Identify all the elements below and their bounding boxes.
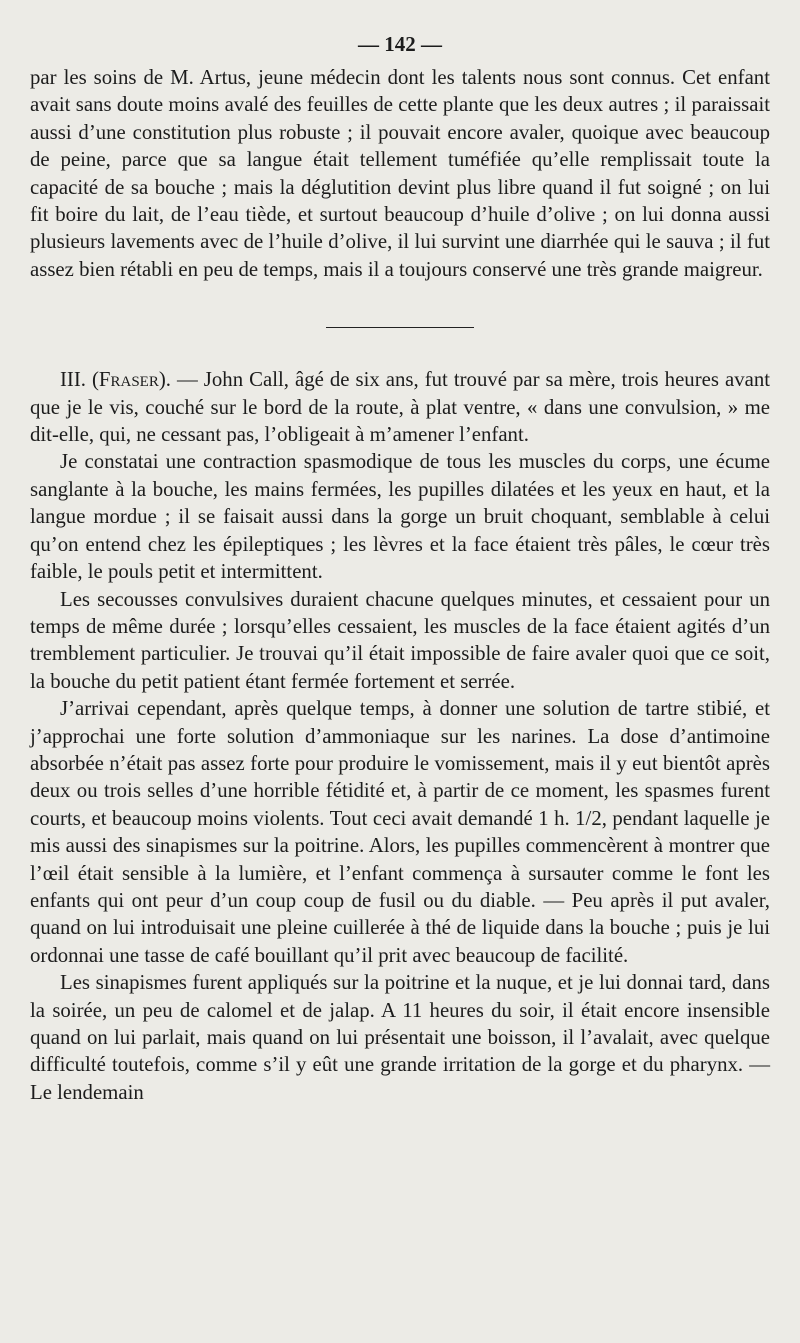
paragraph-convulsions: Les secousses convulsives duraient chacune quelques minutes, et cessaient pour un temps de même durée ; lorsqu’elles cessaient, les muscles de la face étaient agités d’un tremblement particulier. Je trouvai qu’il était impossible de faire avaler quoi que ce soit, la bouche du petit patient étant fermée fortement et serrée. xyxy=(30,587,770,693)
paragraph-case-intro xyxy=(30,366,770,448)
page-number: — 142 — xyxy=(358,32,442,56)
paragraph-continuation: par les soins de M. Artus, jeune médecin dont les talents nous sont connus. Cet enfant avait sans doute moins avalé des feuilles de cette plante que les deux autres ; il paraissait aussi d’une constitution plus robuste ; il pouvait encore avaler, quoique avec beaucoup de peine, parce que sa langue était tellement tuméfiée qu’elle remplissait toute la capacité de sa bouche ; mais la déglutition devint plus libre quand il fut soigné ; on lui fit boire du lait, de l’eau tiède, et surtout beaucoup d’huile d’olive ; on lui donna aussi plusieurs lavements avec de l’huile d’olive, il lui survint une diarrhée qui le sauva ; il fut assez bien rétabli en peu de temps, mais il a toujours conservé une très grande maigreur. xyxy=(30,66,770,281)
paragraph-treatment: J’arrivai cependant, après quelque temps, à donner une solution de tartre stibié, et j’approchai une forte solution d’ammoniaque sur les narines. La dose d’antimoine absorbée n’était pas assez forte pour produire le vomissement, mais il y eut bientôt après deux ou trois selles d’une horrible fétidité et, à partir de ce moment, les spasmes furent courts, et beaucoup moins violents. Tout ceci avait demandé 1 h. 1/2, pendant laquelle je mis aussi des sinapismes sur la poitrine. Alors, les pupilles commencèrent à montrer que l’œil était sensible à la lumière, et l’enfant commença à sursauter comme le font les enfants qui ont peur d’un coup coup de fusil ou du diable. — Peu après il put avaler, quand on lui introduisait une pleine cuillerée à thé de liquide dans la bouche ; puis je lui ordonnai une tasse de café bouillant qu’il prit avec beaucoup de facilité. xyxy=(30,697,770,967)
case-intro-text: — John Call, âgé de six ans, fut trouvé par sa mère, trois heures avant que je le vis, couché sur le bord de la route, à plat ventre, « dans une convulsion, » me dit-elle, qui, ne cessant pas, l’obligeait à m’amener l’enfant. xyxy=(30,368,771,447)
paragraph-evening: Les sinapismes furent appliqués sur la poitrine et la nuque, et je lui donnai tard, dans la soirée, un peu de calomel et de jalap. A 11 heures du soir, il était encore insensible quand on lui parlait, mais quand on lui présentait une boisson, il l’avalait, avec quelque difficulté toutefois, comme s’il y eût une grande irritation de la gorge et du pharynx. — Le lendemain xyxy=(30,971,770,1104)
case-heading: III. (Fraser). xyxy=(60,368,171,392)
section-gap xyxy=(30,328,770,366)
paragraph-symptoms: Je constatai une contraction spasmodique de tous les muscles du corps, une écume sanglante à la bouche, les mains fermées, les pupilles dilatées et les yeux en haut, et la langue mordue ; il se faisait aussi dans la gorge un bruit choquant, semblable à celui qu’on entend chez les épileptiques ; les lèvres et la face étaient très pâles, le cœur très faible, le pouls petit et intermittent. xyxy=(30,450,770,584)
